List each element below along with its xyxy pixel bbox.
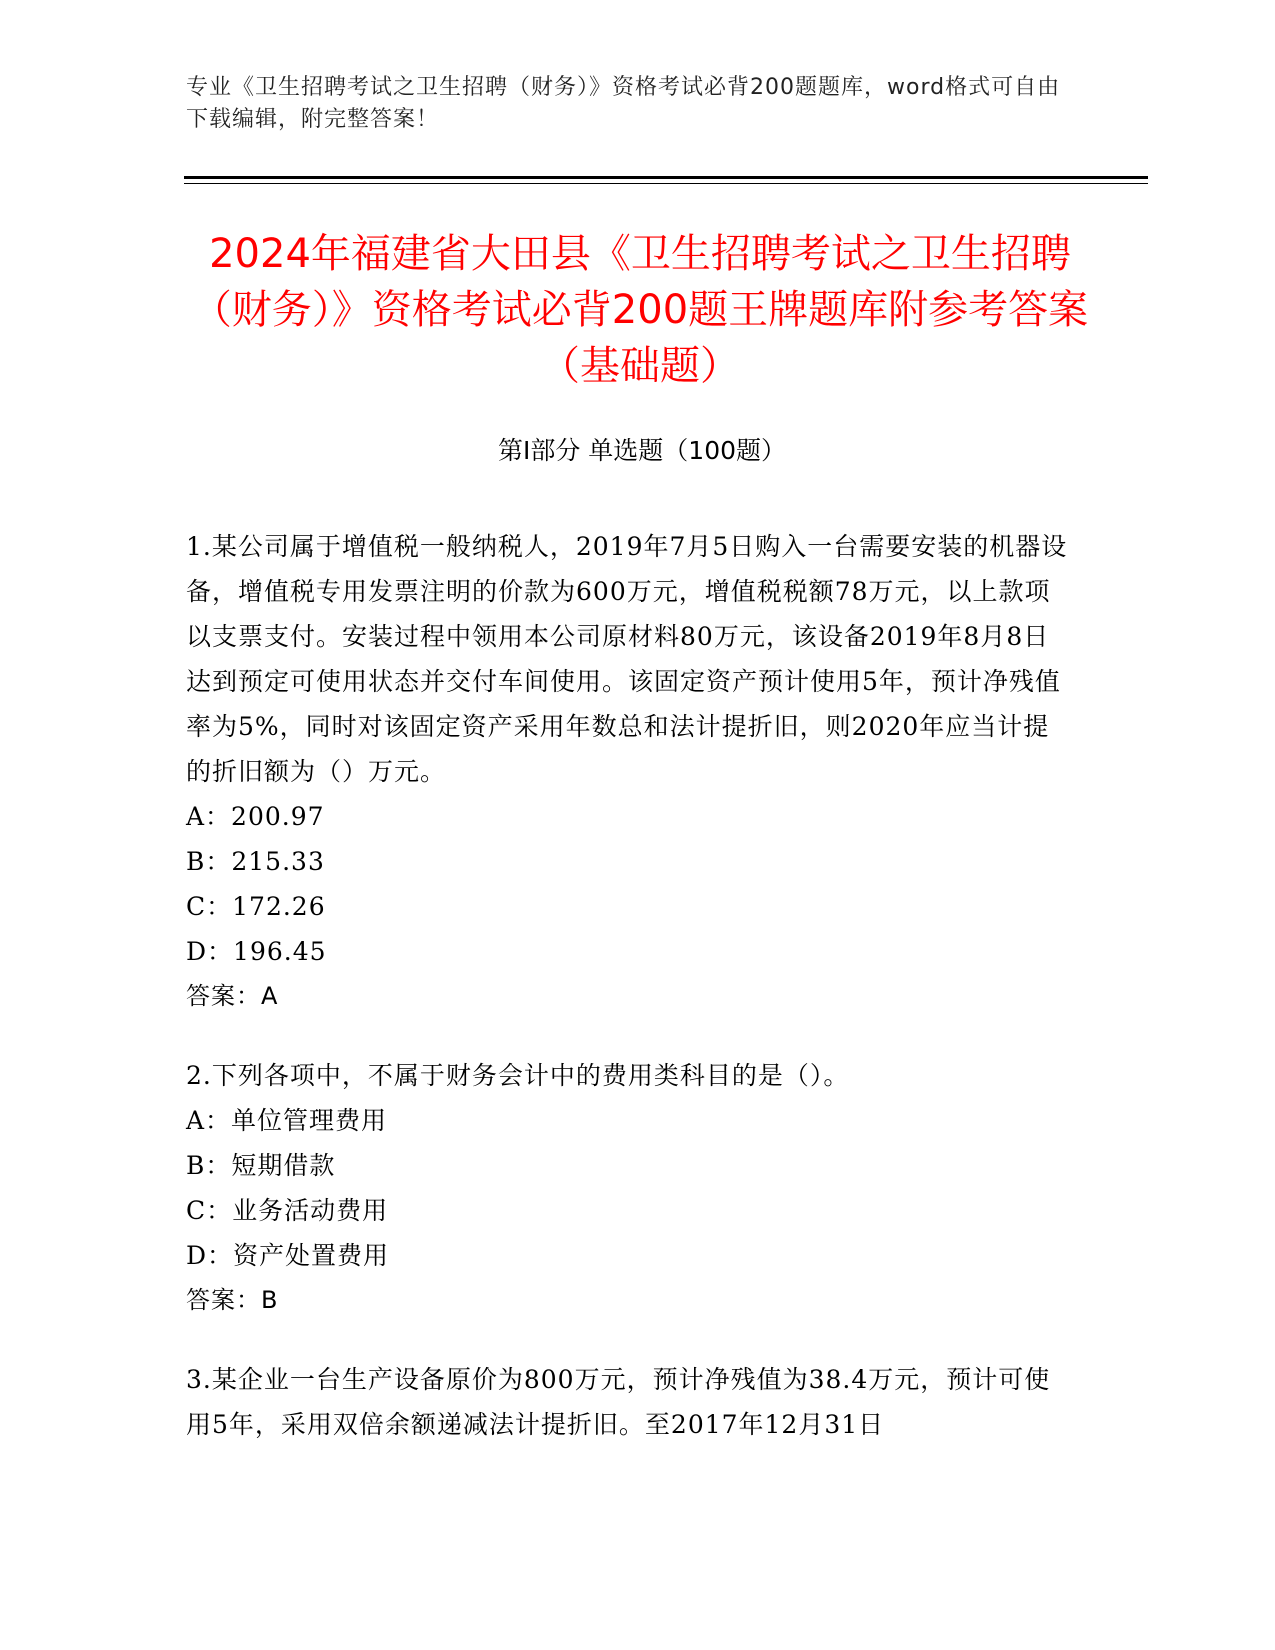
option-d: D：196.45 bbox=[186, 937, 327, 966]
question-stem: 2.下列各项中，不属于财务会计中的费用类科目的是（）。 bbox=[186, 1061, 850, 1090]
question-list bbox=[186, 524, 1068, 1481]
header-rule-thin bbox=[184, 183, 1148, 184]
option-b: B：短期借款 bbox=[186, 1151, 336, 1180]
question-3 bbox=[186, 1357, 1068, 1447]
option-b: B：215.33 bbox=[186, 847, 325, 876]
question-stem: 1.某公司属于增值税一般纳税人，2019年7月5日购入一台需要安装的机器设备，增值税专用发票注明的价款为600万元，增值税税额78万元，以上款项以支票支付。安装过程中领用本公司原材料80万元，该设备2019年8月8日达到预定可使用状态并交付车间使用。该固定资产预计使用5年，预计净残值率为5%，同时对该固定资产采用年数总和法计提折旧，则2020年应当计提的折旧额为（）万元。 bbox=[186, 532, 1068, 786]
option-c: C：业务活动费用 bbox=[186, 1196, 389, 1225]
header-rule-thick bbox=[184, 176, 1148, 179]
option-a: A：单位管理费用 bbox=[186, 1106, 388, 1135]
question-1 bbox=[186, 524, 1068, 1019]
option-d: D：资产处置费用 bbox=[186, 1241, 390, 1270]
option-c: C：172.26 bbox=[186, 892, 326, 921]
question-2 bbox=[186, 1053, 1068, 1323]
answer: 答案：B bbox=[186, 1286, 279, 1314]
question-stem: 3.某企业一台生产设备原价为800万元，预计净残值为38.4万元，预计可使用5年，采用双倍余额递减法计提折旧。至2017年12月31日 bbox=[186, 1365, 1051, 1439]
document-title: 2024年福建省大田县《卫生招聘考试之卫生招聘（财务）》资格考试必背200题王牌题库附参考答案（基础题） bbox=[191, 231, 1089, 389]
answer: 答案：A bbox=[186, 982, 279, 1010]
option-a: A：200.97 bbox=[186, 802, 325, 831]
header-note: 专业《卫生招聘考试之卫生招聘（财务）》资格考试必背200题题库，word格式可自由下载编辑，附完整答案！ bbox=[186, 75, 1061, 132]
section-heading: 第Ⅰ部分 单选题（100题） bbox=[497, 436, 787, 465]
